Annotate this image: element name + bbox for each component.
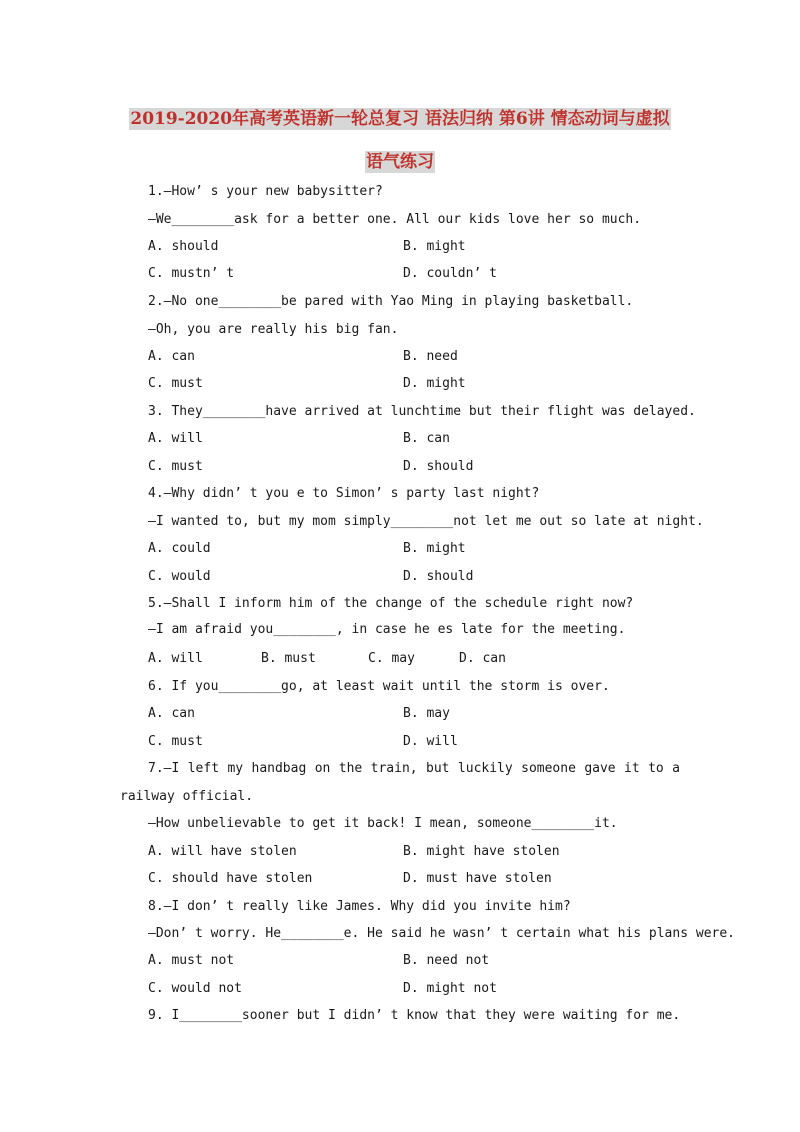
- question-1-stem: 1.—How’ s your new babysitter?: [148, 184, 383, 199]
- question-2-option-c: C. must: [148, 376, 203, 391]
- question-8-reply: —Don’ t worry. He________e. He said he wasn’ t certain what his plans were.: [148, 926, 735, 941]
- word: my: [227, 761, 244, 776]
- question-8-option-b: B. need not: [403, 953, 490, 968]
- question-9-stem: 9. I________sooner but I didn’ t know that they were waiting for me.: [148, 1008, 681, 1023]
- question-3-option-d: D. should: [403, 459, 474, 474]
- word: on: [314, 761, 331, 776]
- question-4-stem: 4.—Why didn’ t you e to Simon’ s party last night?: [148, 486, 540, 501]
- word: handbag: [251, 761, 307, 776]
- question-8-option-a: A. must not: [148, 953, 235, 968]
- word: someone: [521, 761, 576, 776]
- question-2-reply: —Oh, you are really his big fan.: [148, 322, 399, 337]
- question-1-reply: —We________ask for a better one. All our kids love her so much.: [148, 212, 642, 227]
- title-line-2: 语气练习: [366, 152, 434, 172]
- question-8-option-d: D. might not: [403, 981, 497, 996]
- question-6-stem: 6. If you________go, at least wait until the storm is over.: [148, 679, 610, 694]
- question-5-stem: 5.—Shall I inform him of the change of the schedule right now?: [148, 596, 634, 611]
- word: to: [648, 761, 664, 776]
- question-3-stem: 3. They________have arrived at lunchtime but their flight was delayed.: [148, 404, 696, 419]
- word: luckily: [457, 761, 513, 776]
- question-6-option-d: D. will: [403, 734, 458, 749]
- question-8-option-c: C. would not: [148, 981, 242, 996]
- word: train,: [370, 761, 418, 776]
- question-7-reply: —How unbelievable to get it back! I mean, someone________it.: [148, 816, 618, 831]
- question-4-option-b: B. might: [403, 541, 466, 556]
- question-1-option-c: C. mustn’ t: [148, 266, 235, 281]
- word: left: [187, 761, 220, 776]
- question-7-option-c: C. should have stolen: [148, 871, 313, 886]
- question-4-option-c: C. would: [148, 569, 211, 584]
- word: 7.—I: [148, 761, 180, 776]
- question-7-stem-line-2: railway official.: [120, 789, 254, 804]
- question-7-option-b: B. might have stolen: [403, 844, 560, 859]
- question-2-stem: 2.—No one________be pared with Yao Ming in playing basketball.: [148, 294, 634, 309]
- question-6-option-b: B. may: [403, 706, 450, 721]
- word: a: [672, 761, 680, 776]
- question-8-stem: 8.—I don’ t really like James. Why did you invite him?: [148, 899, 571, 914]
- question-4-option-a: A. could: [148, 541, 211, 556]
- word: but: [426, 761, 450, 776]
- question-7-option-d: D. must have stolen: [403, 871, 552, 886]
- word: the: [338, 761, 363, 776]
- question-6-option-c: C. must: [148, 734, 203, 749]
- question-6-option-a: A. can: [148, 706, 195, 721]
- question-3-option-a: A. will: [148, 431, 203, 446]
- word: it: [624, 761, 640, 776]
- question-1-option-a: A. should: [148, 239, 219, 254]
- question-2-option-d: D. might: [403, 376, 466, 391]
- question-2-option-b: B. need: [403, 349, 458, 364]
- question-1-option-d: D. couldn’ t: [403, 266, 497, 281]
- question-3-option-b: B. can: [403, 431, 450, 446]
- question-2-option-a: A. can: [148, 349, 195, 364]
- word: gave: [584, 761, 616, 776]
- question-5-option-d: D. can: [459, 651, 506, 666]
- question-5-option-c: C. may: [368, 651, 415, 666]
- question-7-option-a: A. will have stolen: [148, 844, 297, 859]
- question-4-option-d: D. should: [403, 569, 474, 584]
- question-5-option-a: A. will: [148, 651, 203, 666]
- question-5-option-b: B. must: [261, 651, 316, 666]
- question-4-reply: —I wanted to, but my mom simply________not let me out so late at night.: [148, 514, 704, 529]
- question-5-reply: —I am afraid you________, in case he es late for the meeting.: [148, 622, 626, 637]
- question-3-option-c: C. must: [148, 459, 203, 474]
- question-1-option-b: B. might: [403, 239, 466, 254]
- title-line-1: 2019-2020年高考英语新一轮总复习 语法归纳 第6讲 情态动词与虚拟: [130, 109, 670, 129]
- question-7-stem-line-1: [148, 760, 680, 778]
